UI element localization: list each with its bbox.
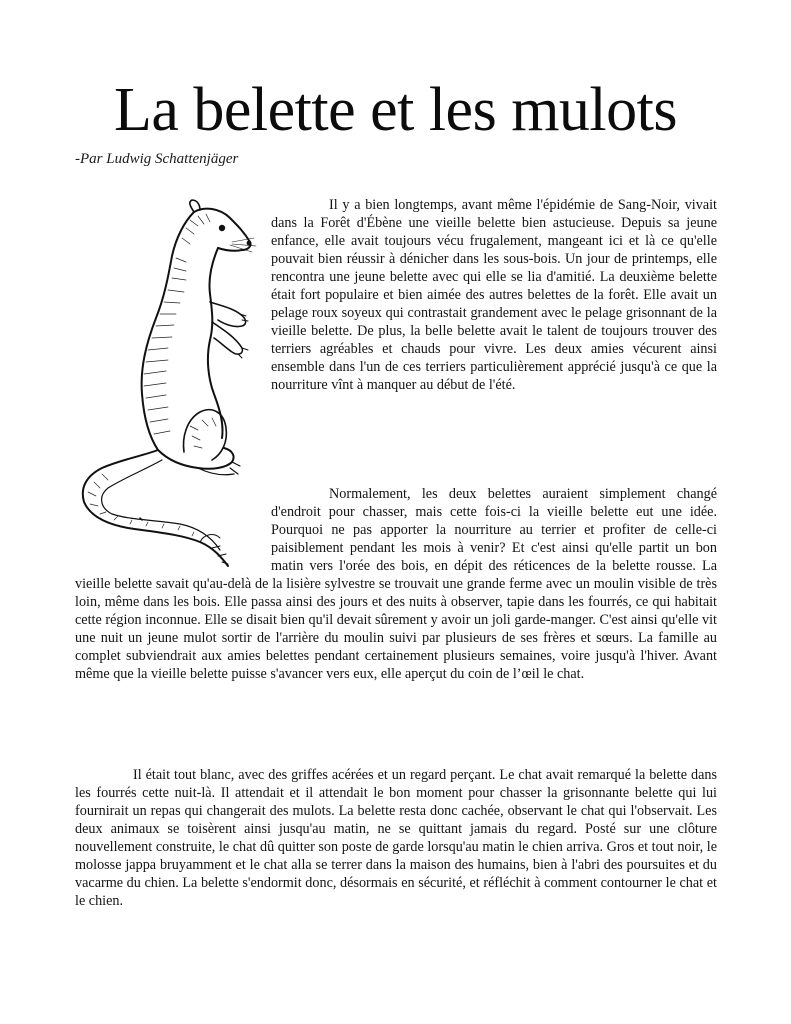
paragraph-text: Normalement, les deux belettes auraient simplement changé d'endroit pour chasser, mais cette fois-ci la vieille belette eut une idée. Pourquoi ne pas apporter la nourriture au terrier et profiter de celle-ci paisiblement pendant les mois à venir? Et c'est ainsi qu'elle partit un bon matin vers l'orée des bois, en dépit des réticences de la belette rousse. La vieille belette savait qu'au-delà de la lisière sylvestre se trouvait une grande ferme avec un moulin visible de très loin, même dans les bois. Elle passa ainsi des jours et des nuits à observer, tapie dans les fourrés, ce qui habitait cette région inconnue. Elle se disait bien qu'il devait sûrement y avoir un joli garde-manger. C'est ainsi qu'elle vit une nuit un jeune mulot sortir de l'arrière du moulin suivi par plusieurs de ses frères et sœurs. La famille au complet subviendrait aux amies belettes pendant certainement plusieurs semaines, voire jusqu'à l'hiver. Avant même que la vieille belette puisse s'avancer vers eux, elle aperçut du coin de l’œil le chat. [75,486,717,682]
paragraph-1 [271,196,717,394]
author-byline: -Par Ludwig Schattenjäger [75,151,239,167]
illustration-wrap-spacer [75,485,271,575]
paragraph-2 [75,485,717,683]
paragraph-text: Il y a bien longtemps, avant même l'épidémie de Sang-Noir, vivait dans la Forêt d'Ébène une vieille belette bien astucieuse. Depuis sa jeune enfance, elle avait toujours vécu frugalement, mangeant ici et là ce qu'elle pouvait bien réussir à dénicher dans les sous-bois. Un jour de printemps, elle rencontra une jeune belette avec qui elle se lia d'amitié. La deuxième belette était fort populaire et bien aimée des autres belettes de la forêt. Elle avait un pelage roux soyeux qui contrastait grandement avec le pelage grisonnant de la vieille belette. De plus, la belle belette avait le talent de toujours trouver des terriers agréables et chauds pour vivre. Les deux amies vécurent ainsi ensemble dans l'un de ces terriers particulièrement apprécié jusqu'à ce que la nourriture vînt à manquer au début de l'été. [271,197,717,393]
page-title: La belette et les mulots [113,76,678,144]
paragraph-3 [75,766,717,910]
paragraph-text: Il était tout blanc, avec des griffes acérées et un regard perçant. Le chat avait remarqué la belette dans les fourrés cette nuit-là. Il attendait et il attendait le bon moment pour chasser la grisonnante belette qui lui fournirait un repas qui changerait des mulots. La belette resta donc cachée, observant le chat qui l'observait. Les deux animaux se toisèrent ainsi jusqu'au matin, ne se quittant jamais du regard. Posté sur une clôture nouvellement construite, le chat dû quitter son poste de garde lorsqu'au matin le chien arriva. Gros et tout noir, le molosse jappa bruyamment et le chat alla se terrer dans la maison des humains, bien à l'abri des poursuites et du vacarme du chien. La belette s'endormit donc, désormais en sécurité, et réfléchit à comment contourner le chat et le chien. [75,767,717,909]
